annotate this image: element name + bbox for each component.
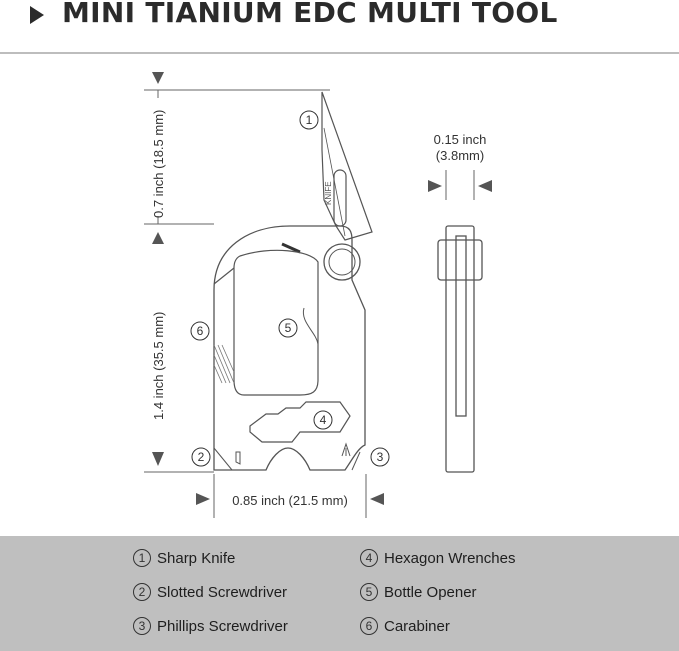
- svg-text:3: 3: [376, 450, 384, 464]
- legend-item-carabiner: [360, 617, 450, 635]
- legend-item-bottle-opener: [360, 583, 477, 601]
- thickness-label-line1: 0.15 inch: [433, 132, 487, 147]
- legend-number: 1: [133, 549, 151, 567]
- legend-item-slotted-screwdriver: [133, 583, 287, 601]
- callout-5: [279, 319, 297, 337]
- knife-height-label: 0.7 inch (18.5 mm): [151, 109, 166, 218]
- svg-text:4: 4: [319, 413, 327, 427]
- play-arrow-icon: [30, 6, 44, 24]
- legend-label: Carabiner: [384, 617, 450, 635]
- callout-3: [371, 448, 389, 466]
- callout-4: [314, 411, 332, 429]
- legend-label: Sharp Knife: [157, 549, 236, 567]
- legend-number: 4: [360, 549, 378, 567]
- carabiner-hatching: [214, 345, 234, 383]
- legend-item-phillips-screwdriver: [133, 617, 288, 635]
- tool-diagram: [0, 54, 679, 536]
- callout-2: [192, 448, 210, 466]
- legend-label: Phillips Screwdriver: [157, 617, 288, 635]
- legend-number: 6: [360, 617, 378, 635]
- svg-text:1: 1: [305, 113, 313, 127]
- page-title: MINI TIANIUM EDC MULTI TOOL: [62, 0, 558, 29]
- bottle-opener-cutout: [234, 250, 318, 395]
- dimension-thickness: [428, 170, 492, 200]
- callout-1: [300, 111, 318, 129]
- tool-body: [214, 226, 365, 470]
- legend-label: Bottle Opener: [384, 583, 477, 601]
- thickness-label-line2: (3.8mm): [435, 148, 485, 163]
- legend-label: Hexagon Wrenches: [384, 549, 516, 567]
- legend-panel: [0, 536, 679, 651]
- callout-6: [191, 322, 209, 340]
- legend-number: 5: [360, 583, 378, 601]
- legend-number: 3: [133, 617, 151, 635]
- knife-blade: [322, 92, 372, 240]
- legend-number: 2: [133, 583, 151, 601]
- legend-item-sharp-knife: [133, 549, 235, 567]
- page-header: [0, 0, 679, 52]
- svg-text:2: 2: [197, 450, 205, 464]
- knife-engraving: KNIFE: [324, 181, 333, 205]
- legend-label: Slotted Screwdriver: [157, 583, 288, 601]
- svg-text:5: 5: [284, 321, 292, 335]
- hex-wrench-slot: [250, 402, 350, 442]
- body-height-label: 1.4 inch (35.5 mm): [151, 311, 166, 420]
- side-profile-view: [438, 226, 482, 472]
- dimension-knife-height: [144, 72, 330, 244]
- svg-text:6: 6: [196, 324, 204, 338]
- width-label: 0.85 inch (21.5 mm): [232, 493, 348, 508]
- legend-item-hexagon-wrenches: [360, 549, 515, 567]
